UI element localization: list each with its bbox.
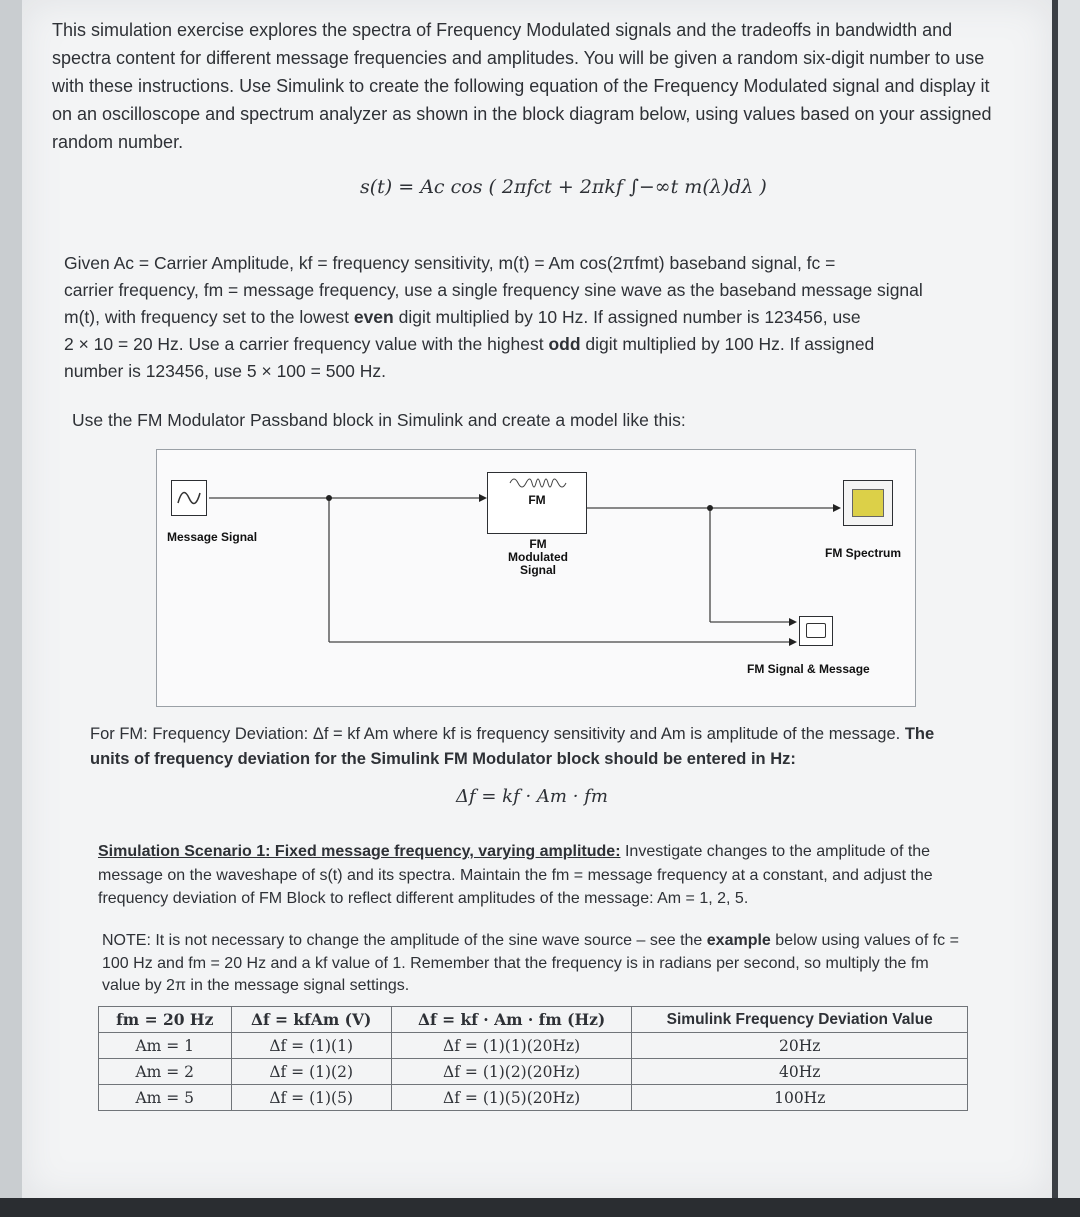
given-line-4: 2 × 10 = 20 Hz. Use a carrier frequency value with the highest odd digit multiplied by 100 Hz. If assigned (64, 334, 875, 354)
table-cell: Am = 1 (99, 1033, 232, 1059)
table-cell: Δf = (1)(2) (231, 1059, 391, 1085)
table-header: Δf = kf · Am · fm (Hz) (391, 1007, 632, 1033)
given-paragraph (64, 250, 1014, 385)
deviation-table (98, 1006, 968, 1111)
model-instruction: Use the FM Modulator Passband block in Simulink and create a model like this: (72, 410, 686, 430)
given-line-5: number is 123456, use 5 × 100 = 500 Hz. (64, 361, 387, 381)
fm-spectrum-label: FM Spectrum (825, 546, 902, 560)
table-cell: Δf = (1)(2)(20Hz) (391, 1059, 632, 1085)
spectrum-icon (852, 489, 884, 517)
sine-wave-icon (172, 481, 206, 515)
scope-icon (806, 623, 826, 638)
spectrum-analyzer-block[interactable] (843, 480, 893, 526)
scenario-title: Simulation Scenario 1: Fixed message frequency, varying amplitude: (98, 843, 621, 860)
table-header: Simulink Frequency Deviation Value (632, 1007, 968, 1033)
table-header: fm = 20 Hz (99, 1007, 232, 1033)
message-signal-label: Message Signal (167, 530, 258, 544)
given-line-3: m(t), with frequency set to the lowest even digit multiplied by 10 Hz. If assigned number is 123456, use (64, 307, 861, 327)
table-cell: Δf = (1)(5)(20Hz) (391, 1085, 632, 1111)
table-row (99, 1085, 968, 1111)
simulink-block-diagram (156, 449, 916, 707)
table-cell: Δf = (1)(1) (231, 1033, 391, 1059)
intro-paragraph: This simulation exercise explores the spectra of Frequency Modulated signals and the tradeoffs in bandwidth and spectra content for different message frequencies and amplitudes. You will be given a random six-digit number to use with these instructions. Use Simulink to create the following equation of the Frequency Modulated signal and display it on an oscilloscope and spectrum analyzer as shown in the block diagram below, using values based on your assigned random number. (52, 20, 992, 152)
table-row (99, 1033, 968, 1059)
scenario-paragraph: Simulation Scenario 1: Fixed message frequency, varying amplitude: Investigate changes to the amplitude of the message on the waveshape of s(t) and its spectra. Maintain the fm = message frequency at a constant, and adjust the frequency deviation of FM Block to reflect different amplitudes of the message: Am = 1, 2, 5. (98, 843, 933, 907)
table-cell: 20Hz (632, 1033, 968, 1059)
fm-modulator-block[interactable] (487, 472, 587, 534)
fm-waveform-icon (488, 473, 586, 491)
sine-wave-source-block[interactable] (171, 480, 207, 516)
given-line-2: carrier frequency, fm = message frequency, use a single frequency sine wave as the baseband message signal (64, 280, 923, 300)
table-row (99, 1059, 968, 1085)
scope-block[interactable] (799, 616, 833, 646)
table-cell: Am = 2 (99, 1059, 232, 1085)
fm-block-label: FM (528, 493, 546, 507)
table-cell: 100Hz (632, 1085, 968, 1111)
fm-modulated-signal-label: FM Modulated Signal (508, 537, 568, 577)
fm-signal-equation: s(t) = Ac cos ( 2πfct + 2πkf ∫−∞t m(λ)dλ ) (360, 176, 767, 198)
note-paragraph: NOTE: It is not necessary to change the amplitude of the sine wave source – see the example below using values of fc = 100 Hz and fm = 20 Hz and a kf value of 1. Remember that the frequency is in radians per second, so multiply the fm value by 2π in the message signal settings. (102, 932, 959, 994)
fm-deviation-note: For FM: Frequency Deviation: Δf = kf Am where kf is frequency sensitivity and Am is amplitude of the message. The units of frequency deviation for the Simulink FM Modulator block should be entered in Hz: (90, 725, 935, 768)
table-header-row (99, 1007, 968, 1033)
fm-signal-message-label: FM Signal & Message (747, 662, 870, 676)
table-header: Δf = kfAm (V) (231, 1007, 391, 1033)
table-cell: Δf = (1)(5) (231, 1085, 391, 1111)
frequency-deviation-equation: Δf = kf · Am · fm (456, 786, 608, 807)
table-cell: Am = 5 (99, 1085, 232, 1111)
given-line-1: Given Ac = Carrier Amplitude, kf = frequency sensitivity, m(t) = Am cos(2πfmt) baseband signal, fc = (64, 253, 836, 273)
table-cell: Δf = (1)(1)(20Hz) (391, 1033, 632, 1059)
monitor-bezel-bottom (0, 1198, 1080, 1217)
monitor-bezel-left (0, 0, 22, 1217)
table-cell: 40Hz (632, 1059, 968, 1085)
